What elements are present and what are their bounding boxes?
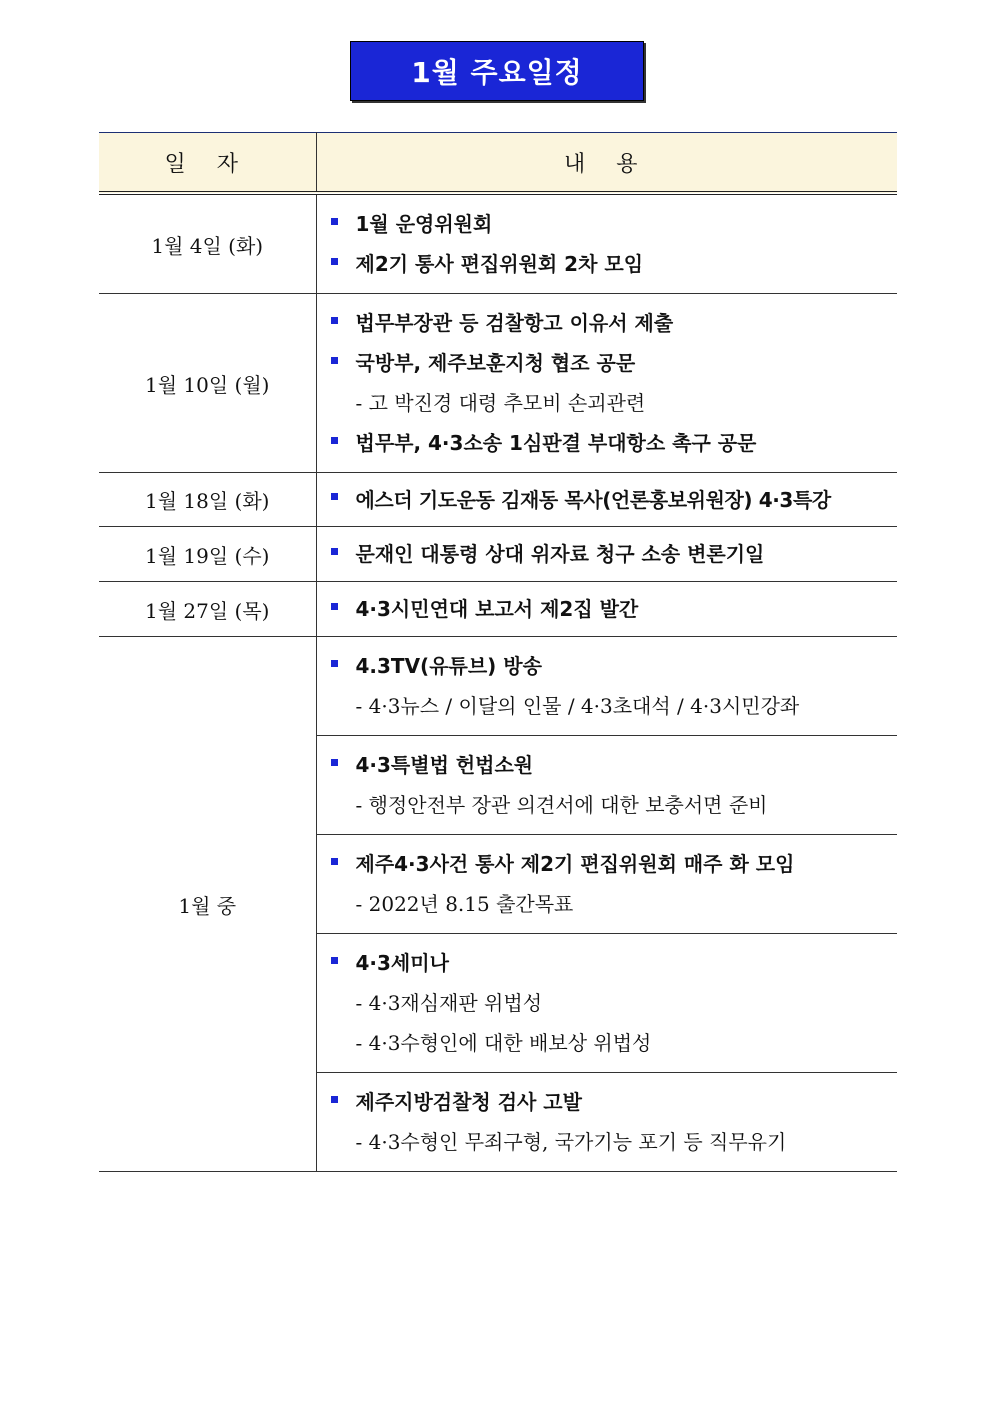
square-bullet-icon [331, 957, 338, 964]
square-bullet-icon [331, 258, 338, 265]
item-text: 제주지방검찰청 검사 고발 [355, 1090, 582, 1114]
row-date: 1월 중 [99, 637, 316, 1172]
sub-item-text: - 4·3수형인에 대한 배보상 위법성 [355, 1031, 652, 1055]
row-date: 1월 19일 (수) [99, 527, 316, 582]
item-text: 제2기 통사 편집위원회 2차 모임 [355, 252, 644, 276]
item-text: 4·3세미나 [355, 951, 449, 975]
list-item [331, 589, 898, 629]
table-row [99, 294, 897, 473]
square-bullet-icon [331, 759, 338, 766]
sub-section [317, 1073, 898, 1171]
square-bullet-icon [331, 858, 338, 865]
list-item [331, 303, 898, 343]
table-row [99, 582, 897, 637]
table-header-row [99, 133, 897, 194]
list-item [331, 646, 898, 686]
content-column-header: 내 용 [316, 133, 897, 194]
item-text: 4·3특별법 헌법소원 [355, 753, 534, 777]
list-item [331, 480, 898, 520]
sub-section [317, 835, 898, 934]
page-title: 1월 주요일정 [350, 41, 644, 101]
sub-item-text: - 4·3수형인 무죄구형, 국가기능 포기 등 직무유기 [355, 1130, 787, 1154]
table-row [99, 527, 897, 582]
sub-section [317, 934, 898, 1073]
sub-item-text: - 행정안전부 장관 의견서에 대한 보충서면 준비 [355, 793, 768, 817]
sub-item-text: - 4·3뉴스 / 이달의 인물 / 4·3초대석 / 4·3시민강좌 [355, 694, 800, 718]
list-item [331, 844, 898, 884]
square-bullet-icon [331, 603, 338, 610]
item-text: 4.3TV(유튜브) 방송 [355, 654, 542, 678]
item-text: 제주4·3사건 통사 제2기 편집위원회 매주 화 모임 [355, 852, 795, 876]
square-bullet-icon [331, 1096, 338, 1103]
square-bullet-icon [331, 218, 338, 225]
list-item [331, 745, 898, 785]
table-row [99, 193, 897, 294]
list-item [331, 244, 898, 284]
row-date: 1월 27일 (목) [99, 582, 316, 637]
table-row [99, 637, 897, 1172]
list-item [331, 423, 898, 463]
row-date: 1월 18일 (화) [99, 473, 316, 527]
square-bullet-icon [331, 548, 338, 555]
sub-section [317, 736, 898, 835]
item-text: 법무부장관 등 검찰항고 이유서 제출 [355, 311, 674, 335]
schedule-table [99, 132, 897, 1172]
list-item [331, 343, 898, 383]
list-item [331, 534, 898, 574]
sub-section [317, 637, 898, 736]
date-column-header: 일 자 [99, 133, 316, 194]
list-item [331, 1082, 898, 1122]
row-date: 1월 10일 (월) [99, 294, 316, 473]
row-date: 1월 4일 (화) [99, 193, 316, 294]
square-bullet-icon [331, 493, 338, 500]
square-bullet-icon [331, 660, 338, 667]
square-bullet-icon [331, 357, 338, 364]
item-text: 에스더 기도운동 김재동 목사(언론홍보위원장) 4·3특강 [355, 487, 831, 512]
sub-item-text: - 4·3재심재판 위법성 [355, 991, 543, 1015]
item-text: 국방부, 제주보훈지청 협조 공문 [355, 351, 636, 375]
square-bullet-icon [331, 437, 338, 444]
item-text: 1월 운영위원회 [355, 212, 493, 236]
item-text: 4·3시민연대 보고서 제2집 발간 [355, 597, 639, 621]
list-item [331, 204, 898, 244]
item-text: 문재인 대통령 상대 위자료 청구 소송 변론기일 [355, 542, 765, 566]
square-bullet-icon [331, 317, 338, 324]
table-row [99, 473, 897, 527]
sub-item-text: - 2022년 8.15 출간목표 [355, 892, 574, 916]
list-item [331, 943, 898, 983]
sub-item-text: - 고 박진경 대령 추모비 손괴관련 [355, 391, 646, 415]
item-text: 법무부, 4·3소송 1심판결 부대항소 촉구 공문 [355, 431, 757, 455]
